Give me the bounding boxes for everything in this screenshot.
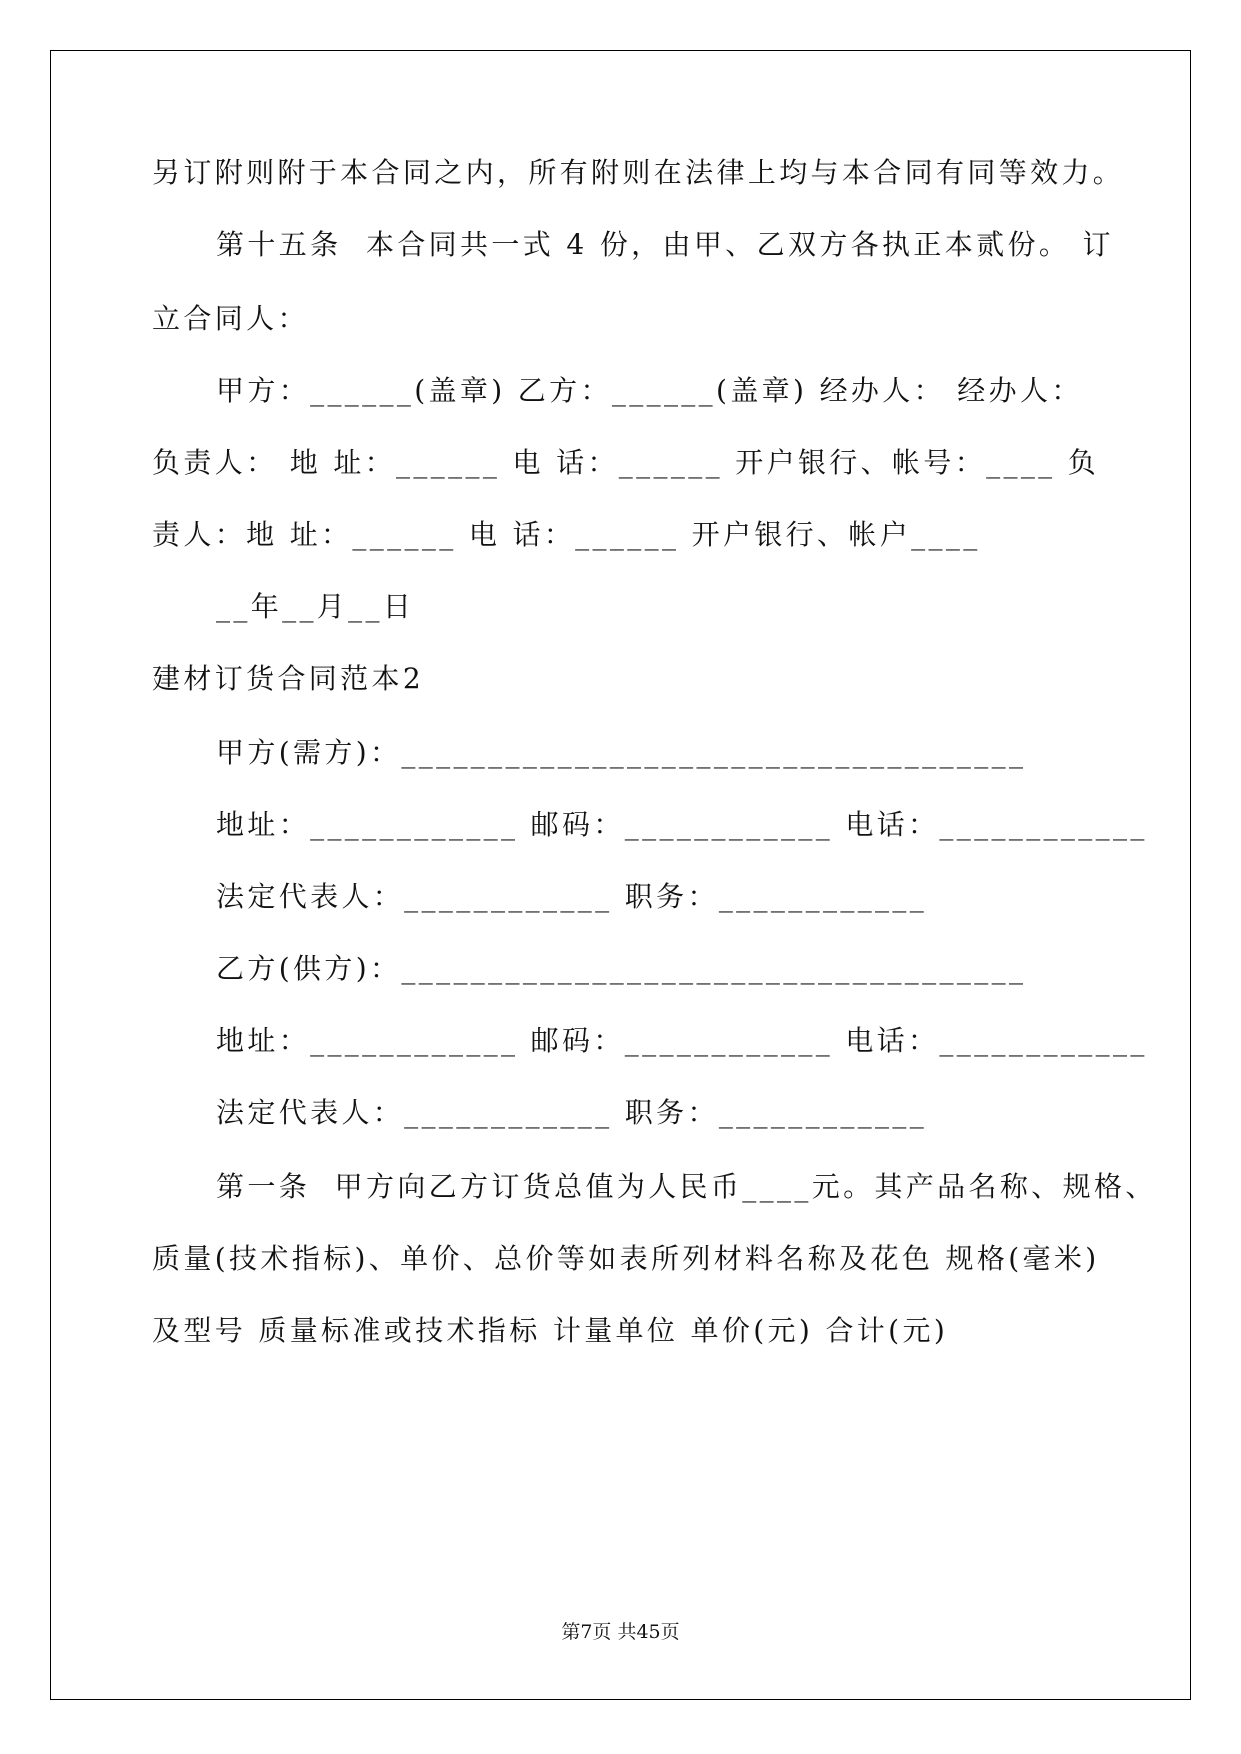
text-line-2: 第十五条 本合同共一式 4 份，由甲、乙双方各执正本贰份。 订: [216, 228, 1114, 261]
article-1-line-2: 质量(技术指标)、单价、总价等如表所列材料名称及花色 规格(毫米): [152, 1242, 1100, 1275]
article-1-line-1: 第一条 甲方向乙方订货总值为人民币____元。其产品名称、规格、: [216, 1170, 1157, 1203]
text-line-1: 另订附则附于本合同之内，所有附则在法律上均与本合同有同等效力。: [152, 156, 1125, 189]
party-b-representative-line: 法定代表人：____________ 职务：____________: [216, 1096, 928, 1129]
party-a-representative-line: 法定代表人：____________ 职务：____________: [216, 880, 928, 913]
party-b-line: 乙方(供方)：____________________________________: [216, 952, 1027, 985]
party-a-address-line: 地址：____________ 邮码：____________ 电话：____________: [216, 808, 1148, 841]
text-line-5: 负责人： 地 址：______ 电 话：______ 开户银行、帐号：____ 负: [152, 446, 1100, 479]
article-1-line-3: 及型号 质量标准或技术指标 计量单位 单价(元) 合计(元): [152, 1314, 949, 1347]
party-b-address-line: 地址：____________ 邮码：____________ 电话：____________: [216, 1024, 1148, 1057]
page-border: [50, 50, 1191, 1700]
section-title: 建材订货合同范本2: [152, 662, 425, 695]
party-a-line: 甲方(需方)：____________________________________: [216, 736, 1027, 769]
date-line: __年__月__日: [216, 590, 415, 623]
text-line-6: 责人：地 址：______ 电 话：______ 开户银行、帐户____: [152, 518, 981, 551]
text-line-3: 立合同人：: [152, 302, 309, 335]
text-line-4: 甲方：______(盖章) 乙方：______(盖章) 经办人： 经办人：: [216, 374, 1083, 407]
page-footer: 第7页 共45页: [561, 1621, 680, 1643]
